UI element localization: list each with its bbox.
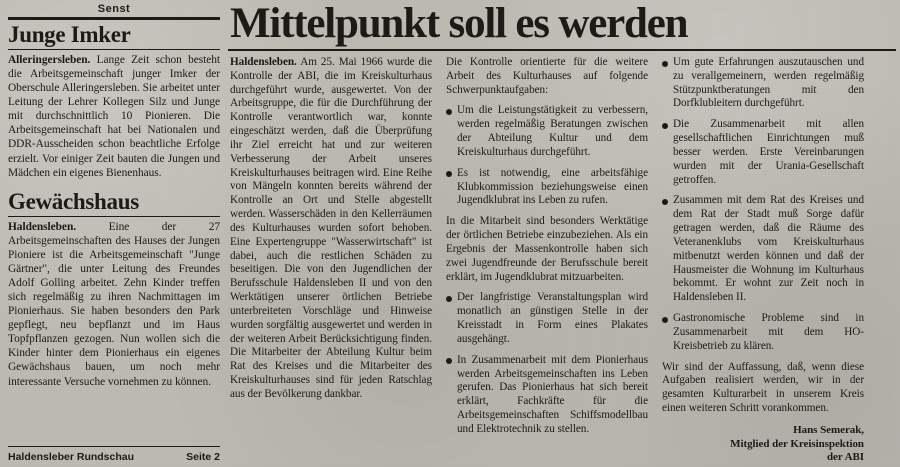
- left-article1-text: Lange Zeit schon besteht die Arbeitsgemeinschaft junger Imker der Oberschule Alleringersleben. Sie arbeitet unter Leitung der Lehrer Kollegen Silz und Junge mit durchschnittlich 10 Pionieren. Die Arbeitsgemeinschaft hat bei Nationalen und DDR-Ausscheiden schon beachtliche Erfolge erzielt. Vor einiger Zeit bauten die Jungen und Mädchen ein eigenes Bienenhaus.: [8, 54, 220, 179]
- bullet-paragraph: In Zusammenarbeit mit dem Pionierhaus werden Arbeitsgemeinschaften ins Leben gerufen. Das Pionierhaus hat sich bereit erklärt, Fachkräfte für die Arbeitsgemeinschaften Schiffsmodellbau und Elektrotechnik zu stellen.: [446, 354, 648, 437]
- divider-thick: [8, 17, 220, 20]
- left-article2-text: Eine der 27 Arbeitsgemeinschaften des Hauses der Jungen Pioniere ist die Arbeitsgemeinschaft "Junge Gärtner", die unter Leitung des Freundes Adolf Golling arbeitet. Zehn Kinder treffen sich regelmäßig zu ihren Nachmittagen im Pionierhaus. Sie haben besonders den Park gepflegt, neu bepflanzt und im Haus Topfpflanzen gezogen. Nun wollen sich die Kinder hinter dem Pionierhaus ein eigenes Gewächshaus bauen, um noch mehr interessante Versuche vornehmen zu können.: [8, 220, 220, 388]
- dateline: Haldensleben.: [230, 56, 297, 68]
- bullet-paragraph: Gastronomische Probleme sind in Zusammenarbeit mit dem HO-Kreisbetrieb zu klären.: [662, 312, 864, 353]
- headline-divider: [228, 49, 896, 51]
- column-kicker: Senst: [97, 3, 131, 15]
- author-signature: Hans Semerak, Mitglied der Kreisinspektion der ABI: [730, 423, 864, 464]
- article-column-3: [662, 56, 864, 465]
- main-headline: Mittelpunkt soll es werden: [230, 0, 688, 47]
- left-column: [8, 0, 220, 467]
- page-number: Seite 2: [186, 451, 220, 463]
- footer-divider: [8, 446, 220, 447]
- page-footer: [8, 451, 220, 463]
- body-paragraph: Die Kontrolle orientierte für die weitere Arbeit des Kulturhauses auf folgende Schwerpunktaufgaben:: [446, 56, 648, 96]
- article-columns: [228, 56, 896, 465]
- bullet-paragraph: Um gute Erfahrungen auszutauschen und zu verallgemeinern, werden regelmäßig Stützpunktberatungen mit den Dorfklubleitern durchgeführt.: [662, 56, 864, 111]
- left-article1-lead: Alleringersleben.: [8, 54, 91, 66]
- left-article2-headline: Gewächshaus: [8, 188, 139, 214]
- left-article1-body: [8, 53, 220, 180]
- divider-thin-2: [8, 216, 220, 217]
- article-column-2: [446, 56, 648, 465]
- left-article2-body: [8, 220, 220, 389]
- bullet-paragraph: Die Zusammenarbeit mit allen gesellschaftlichen Einrichtungen muß besser werden. Erste Vereinbarungen wurden mit der Urania-Gesellschaft getroffen.: [662, 118, 864, 187]
- bullet-paragraph: Um die Leistungstätigkeit zu verbessern, werden regelmäßig Beratungen zwischen der Abteilung Kultur und dem Kreiskulturhaus durchgeführt.: [446, 104, 648, 159]
- left-article1-headline: Junge Imker: [8, 22, 131, 47]
- divider-thin-1: [8, 49, 220, 50]
- body-paragraph: In die Mitarbeit sind besonders Werktätige der örtlichen Betriebe einzubeziehen. Als ein Ergebnis der Massenkontrolle haben sich zwei Jugendfreunde der Berufsschule bereit erklärt, im Jugendklubrat mitzuarbeiten.: [446, 215, 648, 283]
- left-article2-lead: Haldensleben.: [8, 220, 77, 233]
- publication-name: Haldensleber Rundschau: [8, 451, 135, 463]
- bullet-paragraph: Zusammen mit dem Rat des Kreises und dem Rat der Stadt muß Sorge dafür getragen werden, daß die Räume des Veteranenklubs vom Kreiskulturhaus mitbenutzt werden können und daß der Hausmeister die Wohnung im Kulturhaus bekommt. Er wohnt zur Zeit noch in Haldensleben II.: [662, 194, 864, 305]
- article-column-1: [230, 56, 432, 465]
- body-paragraph: Wir sind der Auffassung, daß, wenn diese Aufgaben realisiert werden, wir in der gesamten Kulturarbeit in unserem Kreis einen weiteren Schritt vorankommen.: [662, 360, 864, 415]
- bullet-paragraph: Der langfristige Veranstaltungsplan wird monatlich an günstigen Stelle in der Kreisstadt in Form eines Plakates ausgehängt.: [446, 291, 648, 346]
- bullet-paragraph: Es ist notwendig, eine arbeitsfähige Klubkommission beziehungsweise einen Jugendklubrat ins Leben zu rufen.: [446, 167, 648, 208]
- lead-paragraph: Haldensleben. Am 25. Mai 1966 wurde die Kontrolle der ABI, die im Kreiskulturhaus durchgeführt wurde, ausgewertet. Von der Arbeitsgruppe, die für die Durchführung der Kontrolle verantwortlich war, konnte eingeschätzt werden, daß die Überprüfung ihr Ziel erreicht hat und zur weiteren Verbesserung der Arbeit unseres Kreiskulturhauses beitragen wird. Eine Reihe von Mängeln konnten bereits während der Kontrolle an Ort und Stelle abgestellt werden. Wasserschäden in den Kellerräumen des Kulturhauses wurden sofort behoben. Eine Expertengruppe "Wasserwirtschaft" ist dabei, auch die restlichen Schäden zu beseitigen. Die von den Jugendlichen der Berufsschule Haldensleben II und von den Werktätigen unserer örtlichen Betriebe unterbreiteten Vorschläge und Hinweise wurden sorgfältig ausgewertet und werden in der weiteren Arbeit Berücksichtigung finden. Die Mitarbeiter der Abteilung Kultur beim Rat des Kreises und die Mitarbeiter des Kreiskulturhauses sind für jeden Ratschlag aus der Bevölkerung dankbar.: [230, 56, 432, 400]
- main-area: [228, 0, 896, 467]
